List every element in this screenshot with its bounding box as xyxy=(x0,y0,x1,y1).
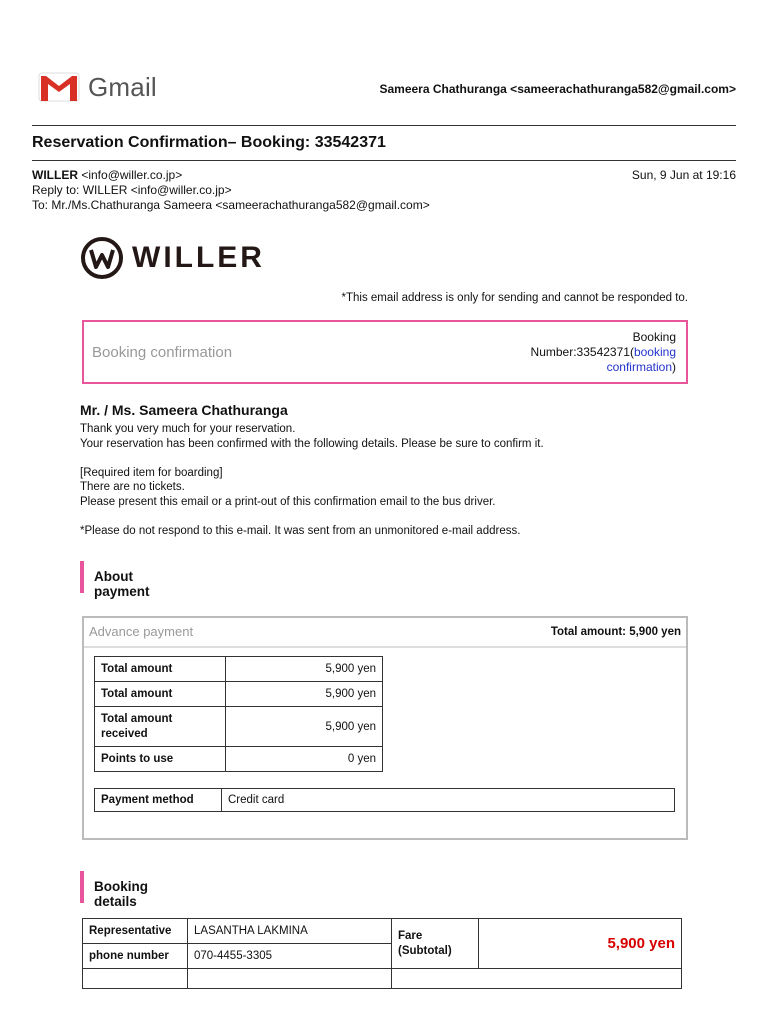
booking-section-header xyxy=(80,871,148,909)
table-row xyxy=(95,789,675,812)
advance-payment-box xyxy=(82,616,688,840)
divider xyxy=(32,125,736,126)
advance-payment-title: Advance payment xyxy=(89,624,194,639)
row-value: 0 yen xyxy=(226,747,383,772)
row-value: 5,900 yen xyxy=(226,682,383,707)
row-label: Total amount xyxy=(95,682,226,707)
willer-circle-icon xyxy=(80,236,124,280)
empty-cell xyxy=(83,969,188,989)
body-line xyxy=(80,451,700,466)
empty-cell xyxy=(392,969,682,989)
greeting-body xyxy=(80,422,700,539)
gmail-envelope-icon xyxy=(38,71,80,103)
sender-address: <info@willer.co.jp> xyxy=(78,168,183,182)
noreply-notice: *This email address is only for sending and cannot be responded to. xyxy=(341,292,688,304)
payment-method-label: Payment method xyxy=(95,789,222,812)
phone-label: phone number xyxy=(83,944,188,969)
sender-name: WILLER xyxy=(32,168,78,182)
gmail-wordmark: Gmail xyxy=(88,71,157,102)
booking-number-text: Booking Number:33542371( xyxy=(530,330,676,359)
row-label: Total amount xyxy=(95,657,226,682)
body-line xyxy=(80,510,700,525)
table-row xyxy=(95,682,383,707)
payment-section-title: About payment xyxy=(94,569,150,599)
booking-number xyxy=(496,330,676,375)
account-name: Sameera Chathuranga <sameerachathuranga582@gmail.com> xyxy=(379,82,736,96)
body-line: [Required item for boarding] xyxy=(80,466,223,479)
customer-name: Mr. / Ms. Sameera Chathuranga xyxy=(80,402,288,418)
table-row xyxy=(95,657,383,682)
booking-details-table xyxy=(82,918,682,989)
body-line: *Please do not respond to this e-mail. It was sent from an unmonitored e-mail address. xyxy=(80,525,521,538)
row-value: 5,900 yen xyxy=(226,657,383,682)
email-date: Sun, 9 Jun at 19:16 xyxy=(631,168,736,182)
gmail-logo xyxy=(38,70,168,104)
body-line: Your reservation has been confirmed with the following details. Please be sure to confirm it. xyxy=(80,437,544,450)
representative-label: Representative xyxy=(83,919,188,944)
table-row xyxy=(95,707,383,747)
representative-value: LASANTHA LAKMINA xyxy=(188,919,392,944)
booking-section-title: Booking details xyxy=(94,879,148,909)
row-value: 5,900 yen xyxy=(226,707,383,747)
reply-to: Reply to: WILLER <info@willer.co.jp> xyxy=(32,183,232,197)
payment-method-table xyxy=(94,788,675,812)
fare-amount: 5,900 yen xyxy=(607,935,675,952)
row-label: Total amount received xyxy=(95,707,226,747)
email-subject: Reservation Confirmation– Booking: 33542371 xyxy=(32,134,386,151)
booking-confirmation-title: Booking confirmation xyxy=(92,344,233,361)
body-line: There are no tickets. xyxy=(80,481,185,494)
row-label: Points to use xyxy=(95,747,226,772)
body-line: Thank you very much for your reservation. xyxy=(80,423,296,435)
phone-value: 070-4455-3305 xyxy=(188,944,392,969)
recipient: To: Mr./Ms.Chathuranga Sameera <sameerachathuranga582@gmail.com> xyxy=(32,198,430,212)
table-row xyxy=(83,969,682,989)
body-line: Please present this email or a print-out of this confirmation email to the bus driver. xyxy=(80,495,496,508)
willer-logo xyxy=(80,236,265,280)
empty-cell xyxy=(188,969,392,989)
willer-wordmark: WILLER xyxy=(132,241,265,274)
booking-confirmation-link[interactable]: booking confirmation xyxy=(606,345,676,374)
fare-label: Fare (Subtotal) xyxy=(392,919,479,969)
amount-table xyxy=(94,656,383,772)
table-row xyxy=(95,747,383,772)
payment-section-header xyxy=(80,561,150,599)
email-meta xyxy=(32,168,430,213)
payment-method-value: Credit card xyxy=(222,789,675,812)
table-row xyxy=(83,919,682,944)
booking-number-suffix: ) xyxy=(672,360,676,374)
fare-value xyxy=(479,919,682,969)
booking-confirmation-box xyxy=(82,320,688,384)
advance-payment-header xyxy=(84,618,686,648)
total-amount-summary: Total amount: 5,900 yen xyxy=(550,626,681,638)
divider xyxy=(32,160,736,161)
